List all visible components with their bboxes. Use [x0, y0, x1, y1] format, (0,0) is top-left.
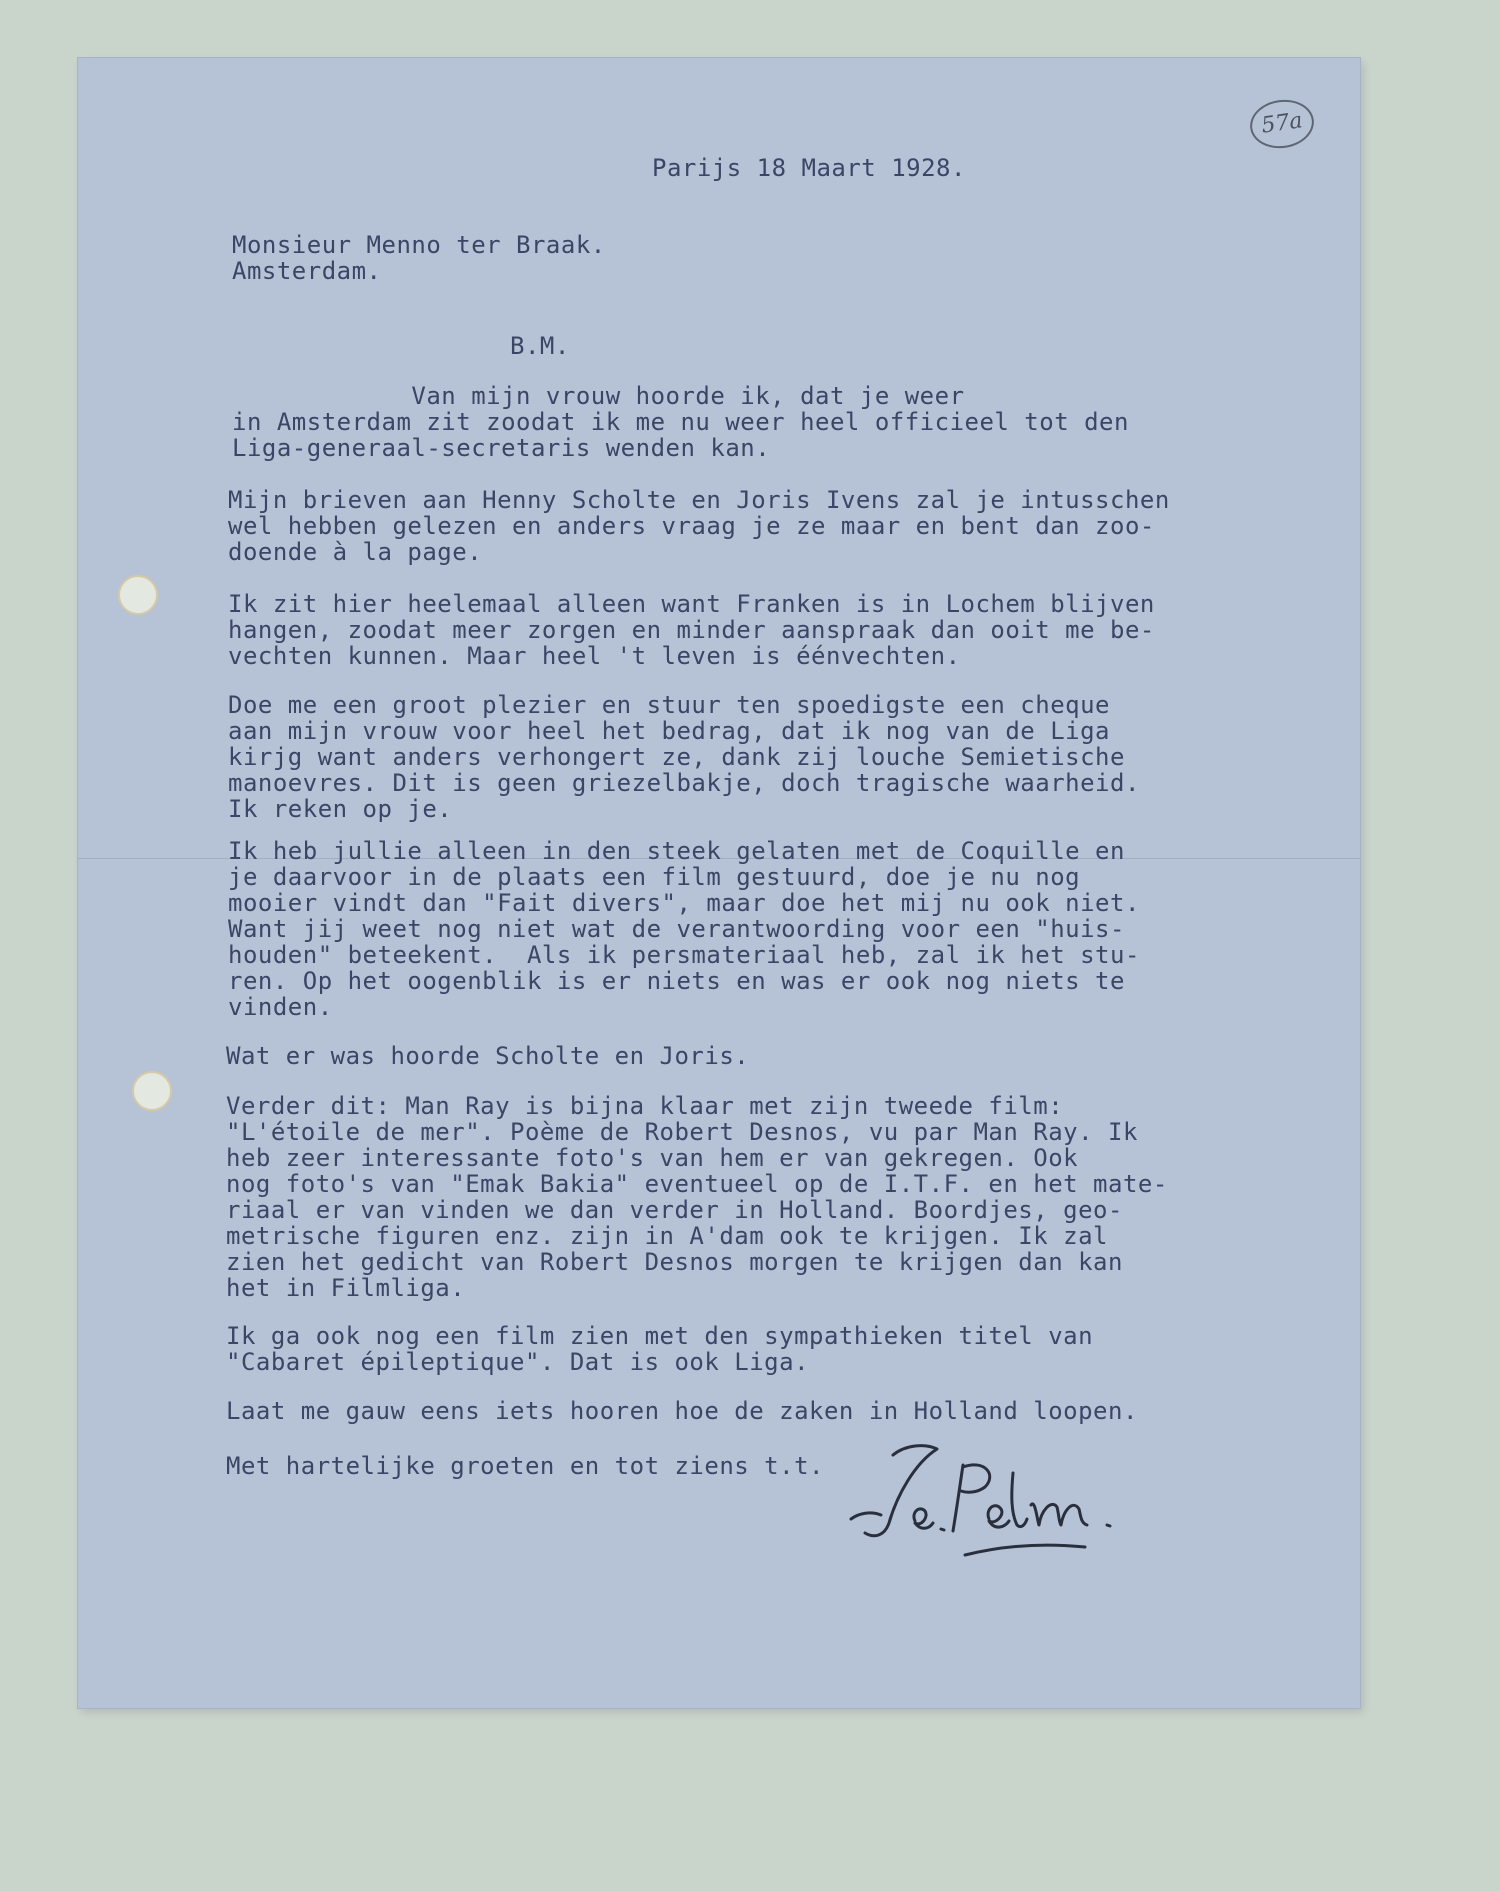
paragraph-line: Ik zit hier heelemaal alleen want Franken is in Lochem blijven	[228, 590, 1155, 618]
paragraph-line: vechten kunnen. Maar heel 't leven is éénvechten.	[228, 642, 961, 670]
paragraph-line: hangen, zoodat meer zorgen en minder aanspraak dan ooit me be-	[228, 616, 1155, 644]
paragraph-line: zien het gedicht van Robert Desnos morgen te krijgen dan kan	[226, 1248, 1123, 1276]
paragraph-line: nog foto's van "Emak Bakia" eventueel op de I.T.F. en het mate-	[226, 1170, 1168, 1198]
paragraph-line: doende à la page.	[228, 538, 483, 566]
paragraph-line: "Cabaret épileptique". Dat is ook Liga.	[226, 1348, 810, 1376]
paragraph-line: metrische figuren enz. zijn in A'dam ook te krijgen. Ik zal	[226, 1222, 1109, 1250]
paragraph-line: Verder dit: Man Ray is bijna klaar met zijn tweede film:	[226, 1092, 1064, 1120]
paragraph-line: Ik reken op je.	[228, 795, 453, 823]
paragraph-line: wel hebben gelezen en anders vraag je ze maar en bent dan zoo-	[228, 512, 1155, 540]
place-date: Parijs 18 Maart 1928.	[652, 154, 966, 182]
folio-number: 57a	[1247, 96, 1317, 152]
paragraph-line: je daarvoor in de plaats een film gestuurd, doe je nu nog	[228, 863, 1081, 891]
paragraph-line: houden" beteekent. Als ik persmateriaal heb, zal ik het stu-	[228, 941, 1140, 969]
paragraph-line: vinden.	[228, 993, 333, 1021]
paragraph-line: manoevres. Dit is geen griezelbakje, doch tragische waarheid.	[228, 769, 1140, 797]
paragraph-line: "L'étoile de mer". Poème de Robert Desnos, vu par Man Ray. Ik	[226, 1118, 1138, 1146]
paragraph-line: het in Filmliga.	[226, 1274, 466, 1302]
paragraph-line: heb zeer interessante foto's van hem er van gekregen. Ook	[226, 1144, 1079, 1172]
paragraph-line: Mijn brieven aan Henny Scholte en Joris Ivens zal je intusschen	[228, 486, 1170, 514]
paragraph-line: Want jij weet nog niet wat de verantwoording voor een "huis-	[228, 915, 1125, 943]
paragraph-line: Laat me gauw eens iets hooren hoe de zaken in Holland loopen.	[226, 1397, 1138, 1425]
paragraph-line: Ik heb jullie alleen in den steek gelaten met de Coquille en	[228, 837, 1125, 865]
paragraph-line: ren. Op het oogenblik is er niets en was er ook nog niets te	[228, 967, 1125, 995]
paragraph-line: Van mijn vrouw hoorde ik, dat je weer	[232, 382, 965, 410]
recipient-name: Monsieur Menno ter Braak.	[232, 231, 606, 259]
handwritten-signature	[845, 1435, 1165, 1565]
paragraph-line: Wat er was hoorde Scholte en Joris.	[226, 1042, 750, 1070]
punch-hole-lower	[132, 1071, 172, 1111]
paragraph-line: Ik ga ook nog een film zien met den sympathieken titel van	[226, 1322, 1094, 1350]
punch-hole-upper	[118, 575, 158, 615]
paragraph-line: Doe me een groot plezier en stuur ten spoedigste een cheque	[228, 691, 1111, 719]
paragraph-line: aan mijn vrouw voor heel het bedrag, dat ik nog van de Liga	[228, 717, 1111, 745]
paragraph-line: mooier vindt dan "Fait divers", maar doe het mij nu ook niet.	[228, 889, 1140, 917]
paragraph-line: riaal er van vinden we dan verder in Holland. Boordjes, geo-	[226, 1196, 1123, 1224]
recipient-city: Amsterdam.	[232, 257, 382, 285]
salutation: B.M.	[510, 332, 570, 360]
paragraph-line: in Amsterdam zit zoodat ik me nu weer heel officieel tot den	[232, 408, 1129, 436]
paragraph-line: kirjg want anders verhongert ze, dank zij louche Semietische	[228, 743, 1125, 771]
closing: Met hartelijke groeten en tot ziens t.t.	[226, 1452, 824, 1480]
paragraph-line: Liga-generaal-secretaris wenden kan.	[232, 434, 771, 462]
